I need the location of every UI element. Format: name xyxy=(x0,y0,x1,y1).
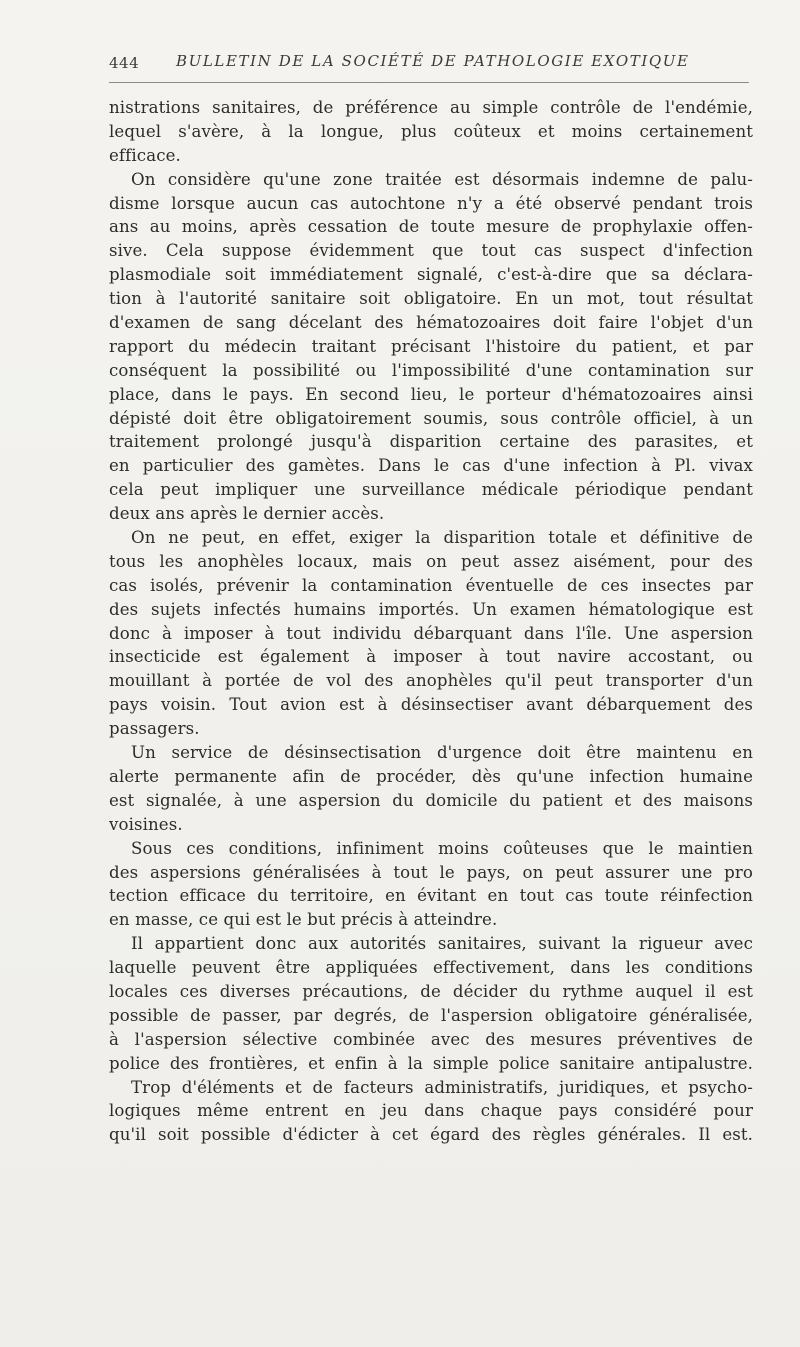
text-line: Trop d'éléments et de facteurs administratifs, juridiques, et psycho- xyxy=(131,1077,753,1097)
text-line: plasmodiale soit immédiatement signalé, c'est-à-dire que sa déclara- xyxy=(109,265,753,285)
text-line: efficace. xyxy=(109,145,181,165)
text-line: voisines. xyxy=(109,814,183,834)
body-text xyxy=(109,96,753,1147)
text-line: possible de passer, par degrés, de l'aspersion obligatoire généralisée, xyxy=(109,1005,753,1025)
running-title: BULLETIN DE LA SOCIÉTÉ DE PATHOLOGIE EXOTIQUE xyxy=(176,52,690,70)
text-line: tection efficace du territoire, en évitant en tout cas toute réinfection xyxy=(109,886,753,906)
text-line: qu'il soit possible d'édicter à cet égard des règles générales. Il est. xyxy=(109,1125,753,1145)
text-line: des aspersions généralisées à tout le pays, on peut assurer une pro xyxy=(109,862,753,882)
text-line: On ne peut, en effet, exiger la disparition totale et définitive de xyxy=(131,528,753,548)
text-line: à l'aspersion sélective combinée avec des mesures préventives de xyxy=(109,1029,753,1049)
text-line: est signalée, à une aspersion du domicile du patient et des maisons xyxy=(109,790,753,810)
text-line: logiques même entrent en jeu dans chaque pays considéré pour xyxy=(109,1101,753,1121)
text-line: Un service de désinsectisation d'urgence doit être maintenu en xyxy=(131,743,753,763)
text-line: Sous ces conditions, infiniment moins coûteuses que le maintien xyxy=(131,838,753,858)
text-line: nistrations sanitaires, de préférence au simple contrôle de l'endémie, xyxy=(109,98,753,117)
text-line: en masse, ce qui est le but précis à atteindre. xyxy=(109,910,498,930)
text-line: des sujets infectés humains importés. Un examen hématologique est xyxy=(109,599,753,619)
text-line: laquelle peuvent être appliquées effectivement, dans les conditions xyxy=(109,958,753,978)
text-line: ans au moins, après cessation de toute mesure de prophylaxie offen- xyxy=(109,217,753,237)
text-line: deux ans après le dernier accès. xyxy=(109,504,385,524)
text-line: cas isolés, prévenir la contamination éventuelle de ces insectes par xyxy=(109,575,753,595)
text-line: donc à imposer à tout individu débarquant dans l'île. Une aspersion xyxy=(109,623,753,643)
text-line: d'examen de sang décelant des hématozoaires doit faire l'objet d'un xyxy=(109,313,753,333)
page-header xyxy=(109,52,754,80)
text-line: Il appartient donc aux autorités sanitaires, suivant la rigueur avec xyxy=(131,934,753,954)
text-line: conséquent la possibilité ou l'impossibilité d'une contamination sur xyxy=(109,360,753,380)
text-line: tous les anophèles locaux, mais on peut assez aisément, pour des xyxy=(109,551,753,571)
text-line: locales ces diverses précautions, de décider du rythme auquel il est xyxy=(109,981,753,1001)
text-line: lequel s'avère, à la longue, plus coûteux et moins certainement xyxy=(109,121,753,141)
text-line: tion à l'autorité sanitaire soit obligatoire. En un mot, tout résultat xyxy=(109,289,753,309)
text-line: cela peut impliquer une surveillance médicale périodique pendant xyxy=(109,480,753,500)
text-line: passagers. xyxy=(109,719,200,739)
page-number: 444 xyxy=(109,54,140,72)
header-divider xyxy=(109,82,749,83)
text-line: insecticide est également à imposer à tout navire accostant, ou xyxy=(109,647,753,667)
text-line: place, dans le pays. En second lieu, le porteur d'hématozoaires ainsi xyxy=(109,384,753,404)
text-line: pays voisin. Tout avion est à désinsectiser avant débarquement des xyxy=(109,695,753,715)
text-line: traitement prolongé jusqu'à disparition certaine des parasites, et xyxy=(109,432,753,452)
text-line: disme lorsque aucun cas autochtone n'y a été observé pendant trois xyxy=(109,193,753,213)
text-line: dépisté doit être obligatoirement soumis, sous contrôle officiel, à un xyxy=(109,408,753,428)
text-line: sive. Cela suppose évidemment que tout cas suspect d'infection xyxy=(109,241,753,261)
text-line: police des frontières, et enfin à la simple police sanitaire antipalustre. xyxy=(109,1053,753,1073)
text-line: rapport du médecin traitant précisant l'histoire du patient, et par xyxy=(109,336,753,356)
text-line: On considère qu'une zone traitée est désormais indemne de palu- xyxy=(131,169,753,189)
text-line: en particulier des gamètes. Dans le cas d'une infection à Pl. vivax xyxy=(109,456,753,476)
text-line: mouillant à portée de vol des anophèles qu'il peut transporter d'un xyxy=(109,671,753,691)
text-line: alerte permanente afin de procéder, dès qu'une infection humaine xyxy=(109,766,753,786)
